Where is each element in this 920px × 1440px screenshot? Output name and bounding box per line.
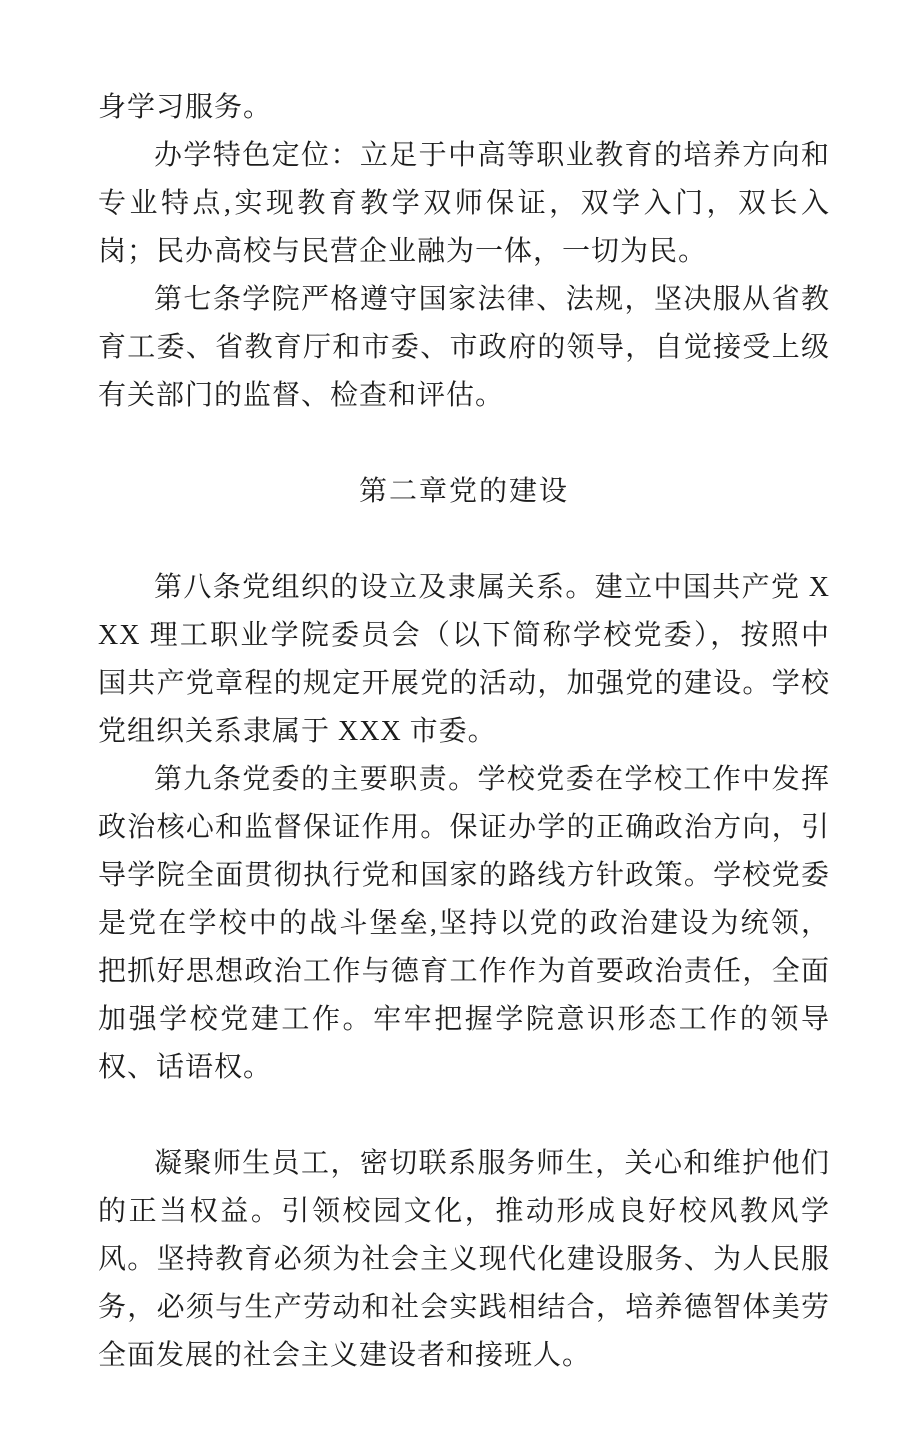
paragraph-continuation: 身学习服务。 xyxy=(98,92,273,123)
paragraph-article-9: 第九条党委的主要职责。学校党委在学校工作中发挥政治核心和监督保证作用。保证办学的正确政治方向，引导学院全面贯彻执行党和国家的路线方针政策。学校党委是党在学校中的战斗堡垒,坚持以党的政治建设为统领，把抓好思想政治工作与德育工作作为首要政治责任，全面加强学校党建工作。牢牢把握学院意识形态工作的领导权、话语权。 xyxy=(98,764,830,1083)
paragraph-article-7: 第七条学院严格遵守国家法律、法规，坚决服从省教育工委、省教育厅和市委、市政府的领导，自觉接受上级有关部门的监督、检查和评估。 xyxy=(98,284,830,411)
paragraph-school-characteristics: 办学特色定位：立足于中高等职业教育的培养方向和专业特点,实现教育教学双师保证，双学入门，双长入岗；民办高校与民营企业融为一体，一切为民。 xyxy=(98,140,830,267)
chapter-heading: 第二章党的建设 xyxy=(358,476,569,507)
paragraph-article-8: 第八条党组织的设立及隶属关系。建立中国共产党 XXX 理工职业学院委员会（以下简称学校党委），按照中国共产党章程的规定开展党的活动，加强党的建设。学校党组织关系隶属于 XXX 市委。 xyxy=(98,572,830,747)
paragraph-cohesion: 凝聚师生员工，密切联系服务师生，关心和维护他们的正当权益。引领校园文化，推动形成良好校风教风学风。坚持教育必须为社会主义现代化建设服务、为人民服务，必须与生产劳动和社会实践相结合，培养德智体美劳全面发展的社会主义建设者和接班人。 xyxy=(98,1148,830,1371)
